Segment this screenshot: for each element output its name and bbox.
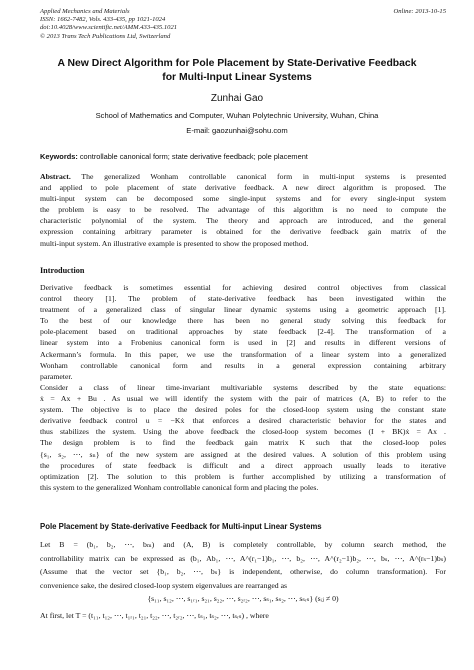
copyright-line: © 2013 Trans Tech Publications Ltd, Switzerland <box>40 32 171 40</box>
keywords-text: controllable canonical form; state derivative feedback; pole placement <box>77 152 308 161</box>
intro-line: Consider a class of linear time-invariant multivariable systems described by the state equations: <box>40 383 446 392</box>
intro-line: The design problem is to find the feedback gain matrix K such that the closed-loop poles <box>40 438 446 448</box>
intro-line: the procedures of state feedback is difficult and a direct approach usually leads to iterative <box>40 460 446 470</box>
intro-line: To the best of our knowledge there has been no general study solving this feedback for <box>40 316 446 326</box>
intro-line: optimization [2]. The solution to this problem is further accomplished by utilizing a transformation of <box>40 471 446 481</box>
title-line-2: for Multi-Input Linear Systems <box>162 71 312 83</box>
abstract <box>40 171 446 249</box>
journal-header <box>40 8 177 41</box>
section-2-body <box>40 538 446 622</box>
online-date: Online: 2013-10-15 <box>393 8 446 15</box>
keywords <box>40 152 446 161</box>
abstract-line: and applied to pole placement of state derivative feedback. A new direct algorithm is proposed. The <box>40 183 446 193</box>
intro-line: thus stabilizes the system. Using the above feedback the closed-loop system becomes (I + BK)ẋ = Ax . <box>40 427 446 437</box>
keywords-label: Keywords: <box>40 152 78 161</box>
abstract-line: expression containing arbitrary parameter is obtained for the derivative feedback gain matrix of the <box>40 227 446 237</box>
eigenvalue-set: {s₁₁, s₁₂, ⋯, s₁ᵣ₁, s₂₁, s₂₂, ⋯, s₂ᵣ₂, ⋯, sₛ₁, sₛ₂, ⋯, sₛᵣₛ} (sᵢⱼ ≠ 0) <box>147 594 339 603</box>
abstract-line: the problem is easy to be resolved. The advantage of this algorithm is no need to compute the <box>40 205 446 215</box>
abstract-label: Abstract. <box>40 172 71 181</box>
abstract-line: characteristic polynomial of the system. The theory and approach are introduced, and the general <box>40 216 446 226</box>
section-line: Let B = (b₁, b₂, ⋯, bₘ) and (A, B) is completely controllable, by column search method, the <box>40 540 446 549</box>
introduction-heading: Introduction <box>40 266 85 275</box>
author-email[interactable]: E-mail: gaozunhai@sohu.com <box>186 126 288 135</box>
section-line: controllability matrix can be expressed as (b₁, Ab₁, ⋯, A^(r₁−1)b₁, ⋯, b₂, ⋯, A^(r₂−1)b₂, ⋯, bₛ, ⋯, A^(rₛ−1)bₛ) <box>40 553 446 563</box>
abstract-line: The generalized Wonham controllable canonical form in multi-input systems is presented <box>70 172 446 181</box>
section-line: (Assume that the vector set {b₁, b₂, ⋯, bₛ} is independent, otherwise, do column transformation). For <box>40 567 446 576</box>
intro-line: linear system into a Frobenius canonical form is used in [2] and results in different versions of <box>40 338 446 348</box>
journal-name: Applied Mechanics and Materials <box>40 8 130 15</box>
section-2-heading: Pole Placement by State-derivative Feedback for Multi-input Linear Systems <box>40 522 322 531</box>
intro-line: Ackermann’s formula. In this paper, we use the transformation of a linear system into a generalized <box>40 349 446 359</box>
intro-line: ẋ = Ax + Bu . As usual we will identify the system with the pair of matrices (A, B) to refer to the <box>40 394 446 404</box>
intro-line: pole-placement based on traditional approaches by state feedback [2-4]. The transformation of a <box>40 327 446 337</box>
abstract-line: multi-input system can be decomposed some single-input systems and for every single-input system <box>40 194 446 204</box>
intro-line: derivative feedback control u = −Kẋ that enforces a desired characteristic behavior for the states and <box>40 416 446 426</box>
intro-line: system. The objective is to place the desired poles for the closed-loop system using the constant state <box>40 405 446 415</box>
intro-line: control theory [1]. The problem of state-derivative feedback has been investigated within the <box>40 294 446 304</box>
affiliation: School of Mathematics and Computer, Wuhan Polytechnic University, Wuhan, China <box>95 111 379 120</box>
abstract-line: multi-input system. An illustrative example is presented to show the proposed method. <box>40 238 309 248</box>
intro-line: Wonham controllable canonical form and results in a general expression containing arbitrary <box>40 360 446 370</box>
intro-line: Derivative feedback is sometimes essential for achieving desired control objectives from classical <box>40 283 446 292</box>
author-name: Zunhai Gao <box>210 93 264 104</box>
introduction-paragraph-1 <box>40 282 446 382</box>
paper-title <box>28 57 446 84</box>
intro-line: this system to the generalized Wonham controllable canonical form and placing the poles. <box>40 482 319 492</box>
introduction-paragraph-2 <box>40 382 446 493</box>
title-line-1: A New Direct Algorithm for Pole Placement by State-Derivative Feedback <box>57 58 417 69</box>
intro-line: treatment of a generalized class of singular linear dynamic systems using a geometric approach [1]. <box>40 305 446 315</box>
section-line: convenience sake, the desired closed-loop system eigenvalues are rearranged as <box>40 580 288 590</box>
issn-line: ISSN: 1662-7482, Vols. 433-435, pp 1021-1024 <box>40 16 166 24</box>
section-line: At first, let T = (t₁₁, t₁₂, ⋯, t₁ᵣ₁, t₂₁, t₂₂, ⋯, t₂ᵣ₂, ⋯, tₛ₁, tₛ₂, ⋯, tₛᵣₛ) , where <box>40 610 269 620</box>
doi-line[interactable]: doi:10.4028/www.scientific.net/AMM.433-435.1021 <box>40 24 178 32</box>
intro-line: {s₁, s₂, ⋯, sₙ} of the new system are assigned at the desired values. A solution of this problem using <box>40 449 446 459</box>
intro-line: parameter. <box>40 371 73 381</box>
